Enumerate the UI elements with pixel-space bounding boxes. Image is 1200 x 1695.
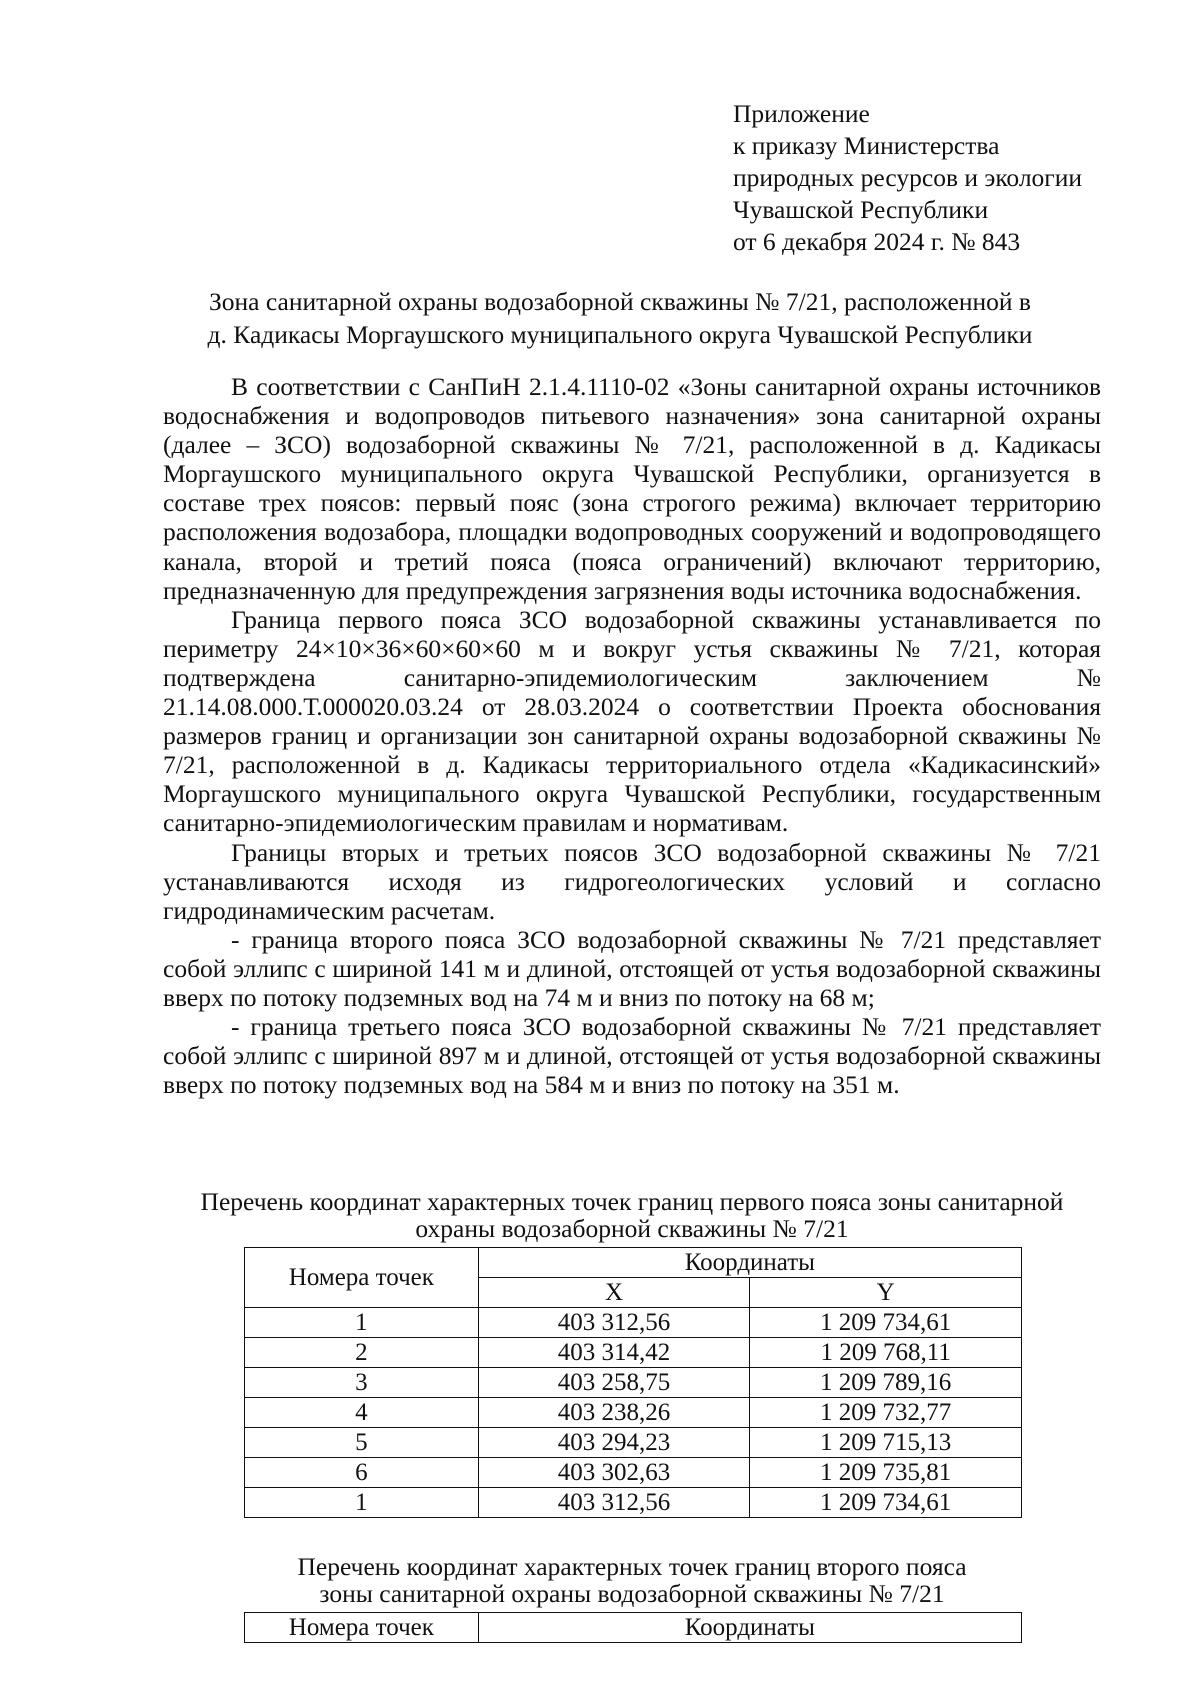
header-point-numbers: Номера точек [245,1613,479,1643]
coord-y: 1 209 735,81 [750,1458,1022,1488]
coord-x: 403 238,26 [478,1398,750,1428]
point-number: 6 [245,1458,479,1488]
coord-x: 403 314,42 [478,1338,750,1368]
coord-x: 403 312,56 [478,1308,750,1338]
paragraph-second-belt-boundary: - граница второго пояса ЗСО водозаборной скважины № 7/21 представляет собой эллипс с шириной 141 м и длиной, отстоящей от устья водозаборной скважины вверх по потоку подземных вод на 74 м и вниз по потоку на 68 м; [163,924,1101,1012]
appendix-heading [733,98,1082,258]
coordinates-table-second-belt [244,1612,1022,1643]
paragraph-second-third-belts: Границы вторых и третьих поясов ЗСО водозаборной скважины № 7/21 устанавливаются исходя из гидрогеологических условий и согласно гидродинамическим расчетам. [163,837,1101,925]
point-number: 1 [245,1308,479,1338]
header-x: X [478,1278,750,1308]
document-title [160,285,1080,351]
table-row [245,1458,1022,1488]
header-point-numbers: Номера точек [245,1248,479,1308]
coord-x: 403 312,56 [478,1488,750,1518]
coordinates-table-first-belt [244,1247,1022,1518]
document-body [163,372,1101,1099]
point-number: 3 [245,1368,479,1398]
header-coordinates: Координаты [478,1613,1021,1643]
paragraph-first-belt: Граница первого пояса ЗСО водозаборной скважины устанавливается по периметру 24×10×36×60×60×60 м и вокруг устья скважины № 7/21, которая подтверждена санитарно-эпидемиологическим заключением № 21.14.08.000.Т.000020.03.24 от 28.03.2024 о соответствии Проекта обоснования размеров границ и организации зон санитарной охраны водозаборной скважины № 7/21, расположенной в д. Кадикасы территориального отдела «Кадикасинский» Моргаушского муниципального округа Чувашской Республики, государственным санитарно-эпидемиологическим правилам и нормативам. [163,604,1101,838]
caption-line: Перечень координат характерных точек границ первого пояса зоны санитарной [200,1187,1064,1216]
table1-caption [163,1188,1101,1242]
table-row [245,1308,1022,1338]
point-number: 2 [245,1338,479,1368]
coord-x: 403 302,63 [478,1458,750,1488]
coord-x: 403 294,23 [478,1428,750,1458]
table-row [245,1488,1022,1518]
header-y: Y [750,1278,1022,1308]
coord-y: 1 209 789,16 [750,1368,1022,1398]
appendix-line: к приказу Министерства [733,131,1000,160]
paragraph-intro: В соответствии с СанПиН 2.1.4.1110-02 «Зоны санитарной охраны источников водоснабжения и водопроводов питьевого назначения» зона санитарной охраны (далее – ЗСО) водозаборной скважины № 7/21, расположенной в д. Кадикасы Моргаушского муниципального округа Чувашской Республики, организуется в составе трех поясов: первый пояс (зона строгого режима) включает территорию расположения водозабора, площадки водопроводных сооружений и водопроводящего канала, второй и третий пояса (пояса ограничений) включают территорию, предназначенную для предупреждения загрязнения воды источника водоснабжения. [163,372,1101,605]
point-number: 4 [245,1398,479,1428]
table-row [245,1338,1022,1368]
caption-line: Перечень координат характерных точек границ второго пояса [297,1552,967,1581]
title-line: д. Кадикасы Моргаушского муниципального округа Чувашской Республики [207,320,1033,349]
caption-line: зоны санитарной охраны водозаборной скважины № 7/21 [319,1579,945,1608]
table-row [245,1368,1022,1398]
coord-y: 1 209 734,61 [750,1488,1022,1518]
title-line: Зона санитарной охраны водозаборной скважины № 7/21, расположенной в [209,287,1031,316]
appendix-line: природных ресурсов и экологии [733,163,1083,192]
table-row [245,1428,1022,1458]
coord-y: 1 209 715,13 [750,1428,1022,1458]
header-coordinates: Координаты [478,1248,1021,1278]
coord-y: 1 209 768,11 [750,1338,1022,1368]
appendix-line: от 6 декабря 2024 г. № 843 [733,227,1021,256]
appendix-line: Приложение [733,99,870,128]
coord-y: 1 209 734,61 [750,1308,1022,1338]
appendix-line: Чувашской Республики [733,195,989,224]
caption-line: охраны водозаборной скважины № 7/21 [415,1214,849,1243]
table2-caption [163,1553,1101,1607]
point-number: 1 [245,1488,479,1518]
coord-y: 1 209 732,77 [750,1398,1022,1428]
table-row [245,1398,1022,1428]
coord-x: 403 258,75 [478,1368,750,1398]
point-number: 5 [245,1428,479,1458]
paragraph-third-belt-boundary: - граница третьего пояса ЗСО водозаборной скважины № 7/21 представляет собой эллипс с шириной 897 м и длиной, отстоящей от устья водозаборной скважины вверх по потоку подземных вод на 584 м и вниз по потоку на 351 м. [163,1012,1101,1100]
